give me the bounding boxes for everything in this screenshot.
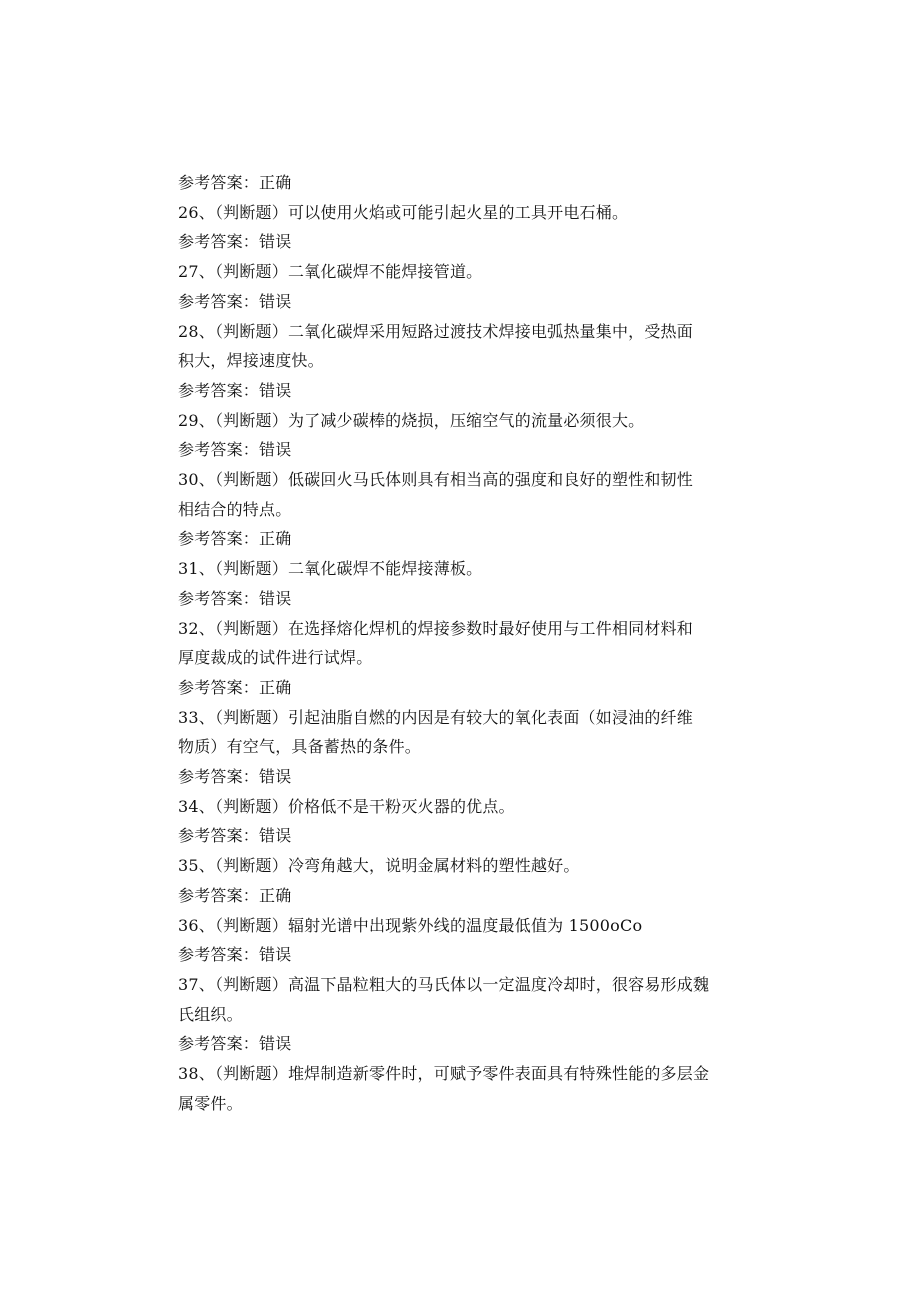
answer-line: 参考答案：错误 [178, 291, 292, 311]
answer-line: 参考答案：错误 [178, 826, 292, 846]
question-continuation-line: 氏组织。 [178, 1004, 243, 1024]
answer-line: 参考答案：错误 [178, 232, 292, 252]
answer-line: 参考答案：正确 [178, 885, 292, 905]
question-line: 32、（判断题）在选择熔化焊机的焊接参数时最好使用与工件相同材料和 [178, 618, 693, 638]
question-continuation-line: 属零件。 [178, 1093, 243, 1113]
question-continuation-line: 物质）有空气，具备蓄热的条件。 [178, 737, 422, 757]
question-continuation-line: 相结合的特点。 [178, 499, 292, 519]
question-line: 37、（判断题）高温下晶粒粗大的马氏体以一定温度冷却时，很容易形成魏 [178, 974, 710, 994]
question-line: 38、（判断题）堆焊制造新零件时，可赋予零件表面具有特殊性能的多层金 [178, 1064, 710, 1084]
answer-line: 参考答案：错误 [178, 767, 292, 787]
answer-line: 参考答案：错误 [178, 588, 292, 608]
answer-line: 参考答案：正确 [178, 173, 292, 192]
answer-line: 参考答案：正确 [178, 529, 292, 549]
question-continuation-line: 积大，焊接速度快。 [178, 351, 324, 371]
document-body [178, 168, 758, 1119]
question-line: 27、（判断题）二氧化碳焊不能焊接管道。 [178, 262, 483, 282]
question-line: 33、（判断题）引起油脂自燃的内因是有较大的氧化表面（如浸油的纤维 [178, 707, 693, 727]
question-line: 36、（判断题）辐射光谱中出现紫外线的温度最低值为 1500oCo [178, 915, 643, 935]
answer-line: 参考答案：错误 [178, 945, 292, 965]
question-line: 30、（判断题）低碳回火马氏体则具有相当高的强度和良好的塑性和韧性 [178, 470, 693, 490]
question-line: 29、（判断题）为了减少碳棒的烧损，压缩空气的流量必须很大。 [178, 410, 645, 430]
question-continuation-line: 厚度裁成的试件进行试焊。 [178, 648, 373, 668]
answer-line: 参考答案：错误 [178, 380, 292, 400]
question-line: 35、（判断题）冷弯角越大，说明金属材料的塑性越好。 [178, 856, 580, 876]
question-line: 26、（判断题）可以使用火焰或可能引起火星的工具开电石桶。 [178, 202, 629, 222]
answer-line: 参考答案：错误 [178, 440, 292, 460]
question-line: 34、（判断题）价格低不是干粉灭火器的优点。 [178, 796, 515, 816]
answer-line: 参考答案：正确 [178, 677, 292, 697]
answer-line: 参考答案：错误 [178, 1034, 292, 1054]
question-line: 28、（判断题）二氧化碳焊采用短路过渡技术焊接电弧热量集中，受热面 [178, 321, 693, 341]
question-line: 31、（判断题）二氧化碳焊不能焊接薄板。 [178, 559, 483, 579]
